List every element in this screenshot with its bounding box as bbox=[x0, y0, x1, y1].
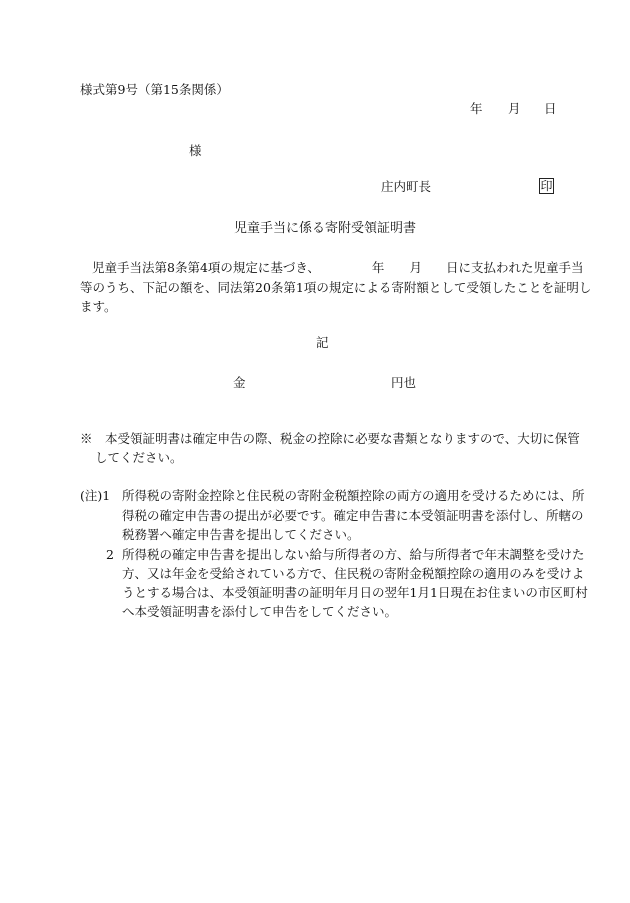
body-line-3: ます。 bbox=[80, 299, 117, 314]
notice-line-2: してください。 bbox=[95, 450, 183, 465]
body-line-1-text-b: 日に支払われた児童手当 bbox=[445, 260, 584, 275]
note-1-line-1: 所得税の寄附金控除と住民税の寄附金税額控除の両方の適用を受けるためには、所 bbox=[122, 488, 585, 503]
note-2-line-2: 方、又は年金を受給されている方で、住民税の寄附金税額控除の適用のみを受けよ bbox=[122, 566, 585, 581]
date-day-label: 日 bbox=[544, 101, 557, 116]
note-1-line-3: 税務署へ確定申告書を提出してください。 bbox=[122, 527, 360, 542]
note-2-line-1: 所得税の確定申告書を提出しない給与所得者の方、給与所得者で年末調整を受けた bbox=[122, 547, 585, 562]
seal-box: 印 bbox=[540, 179, 553, 193]
amount-suffix: 円也 bbox=[391, 375, 417, 390]
body-line-1-text-a: 児童手当法第8条第4項の規定に基づき、 bbox=[92, 260, 320, 275]
body-line-2: 等のうち、下記の額を、同法第20条第1項の規定による寄附額として受領したことを証明し bbox=[80, 280, 592, 295]
record-heading: 記 bbox=[316, 335, 329, 350]
amount-prefix: 金 bbox=[233, 375, 246, 390]
note-2-line-3: うとする場合は、本受領証明書の証明年月日の翌年1月1日現在お住まいの市区町村 bbox=[122, 585, 588, 600]
notice-line-1: ※ 本受領証明書は確定申告の際、税金の控除に必要な書類となりますので、大切に保管 bbox=[80, 431, 580, 446]
issuer-name: 庄内町長 bbox=[381, 179, 432, 194]
note-1-line-2: 得税の確定申告書の提出が必要です。確定申告書に本受領証明書を添付し、所轄の bbox=[122, 508, 584, 523]
body-line-1-year: 年 bbox=[371, 260, 385, 275]
date-month-label: 月 bbox=[508, 101, 521, 116]
document-title: 児童手当に係る寄附受領証明書 bbox=[234, 221, 417, 236]
note-2-number: 2 bbox=[106, 547, 114, 562]
notes-label: (注)1 bbox=[80, 488, 111, 503]
date-year-label: 年 bbox=[470, 101, 483, 116]
addressee-suffix: 様 bbox=[189, 143, 202, 158]
body-line-1-month: 月 bbox=[409, 260, 422, 275]
form-number: 様式第9号（第15条関係） bbox=[80, 82, 229, 97]
note-2-line-4: へ本受領証明書を添付して申告をしてください。 bbox=[122, 604, 398, 619]
body-line-1 bbox=[80, 262, 583, 275]
